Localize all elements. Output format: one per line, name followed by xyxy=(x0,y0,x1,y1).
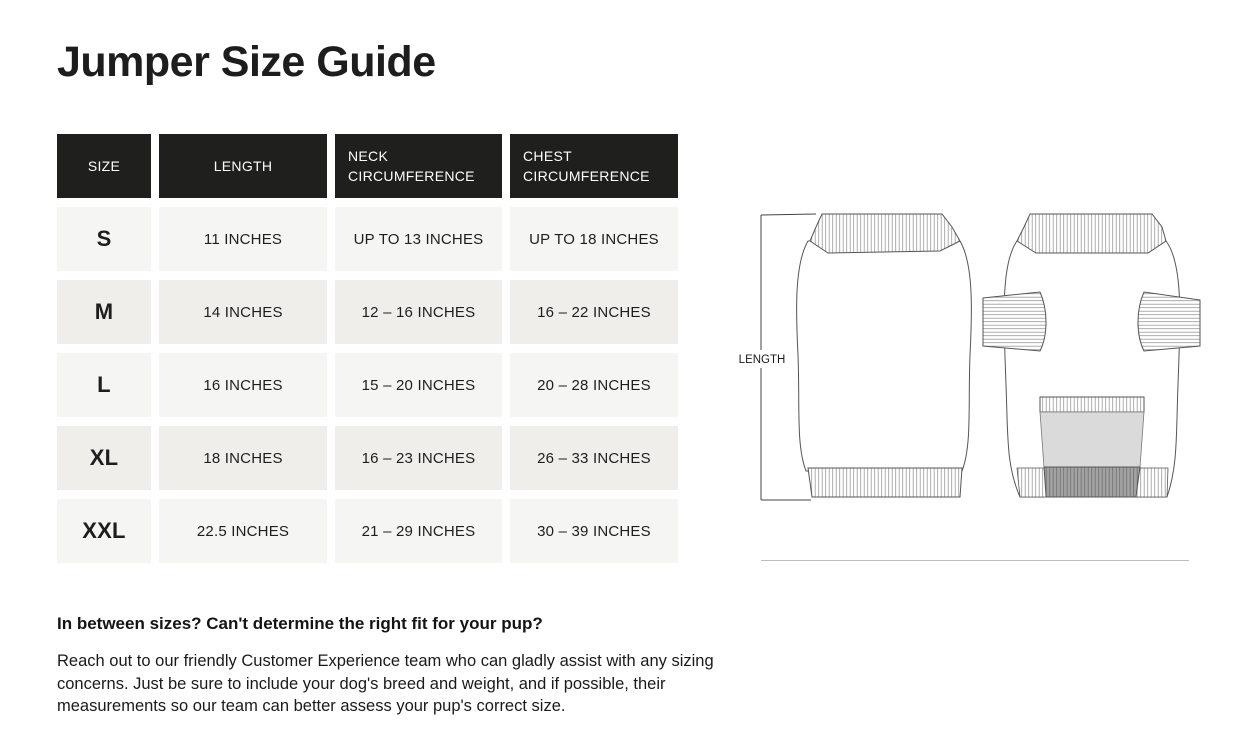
cell-neck: 16 – 23 INCHES xyxy=(335,426,502,490)
header-length: LENGTH xyxy=(159,134,327,198)
header-neck-line1: NECK xyxy=(348,148,389,164)
cell-size: L xyxy=(57,353,151,417)
jumper-diagram xyxy=(730,205,1210,515)
table-row xyxy=(57,280,678,344)
table-row xyxy=(57,499,678,563)
table-row xyxy=(57,426,678,490)
header-size: SIZE xyxy=(57,134,151,198)
cell-neck: 15 – 20 INCHES xyxy=(335,353,502,417)
cell-chest: UP TO 18 INCHES xyxy=(510,207,678,271)
header-chest-line2: CIRCUMFERENCE xyxy=(523,168,650,184)
cell-chest: 26 – 33 INCHES xyxy=(510,426,678,490)
header-chest-line1: CHEST xyxy=(523,148,572,164)
cell-length: 16 INCHES xyxy=(159,353,327,417)
cell-length: 22.5 INCHES xyxy=(159,499,327,563)
cell-length: 18 INCHES xyxy=(159,426,327,490)
jumper-front-view xyxy=(983,214,1200,497)
cell-chest: 16 – 22 INCHES xyxy=(510,280,678,344)
table-row xyxy=(57,353,678,417)
header-chest-circumference xyxy=(510,134,678,198)
help-answer: Reach out to our friendly Customer Experience team who can gladly assist with any sizing concerns. Just be sure to include your dog's breed and weight, and if possible, their measurements so our team can better assess your pup's correct size. xyxy=(57,652,714,715)
page-title: Jumper Size Guide xyxy=(57,38,436,86)
cell-neck: 12 – 16 INCHES xyxy=(335,280,502,344)
help-question: In between sizes? Can't determine the right fit for your pup? xyxy=(57,614,543,633)
jumper-back-view xyxy=(797,214,972,497)
cell-neck: UP TO 13 INCHES xyxy=(335,207,502,271)
header-neck-circumference xyxy=(335,134,502,198)
divider xyxy=(761,560,1189,561)
cell-length: 14 INCHES xyxy=(159,280,327,344)
cell-neck: 21 – 29 INCHES xyxy=(335,499,502,563)
cell-size: XXL xyxy=(57,499,151,563)
size-table xyxy=(57,134,678,563)
cell-chest: 20 – 28 INCHES xyxy=(510,353,678,417)
header-neck-line2: CIRCUMFERENCE xyxy=(348,168,475,184)
table-header-row xyxy=(57,134,678,198)
cell-length: 11 INCHES xyxy=(159,207,327,271)
cell-chest: 30 – 39 INCHES xyxy=(510,499,678,563)
cell-size: M xyxy=(57,280,151,344)
cell-size: XL xyxy=(57,426,151,490)
table-row xyxy=(57,207,678,271)
length-label: LENGTH xyxy=(738,354,786,366)
cell-size: S xyxy=(57,207,151,271)
